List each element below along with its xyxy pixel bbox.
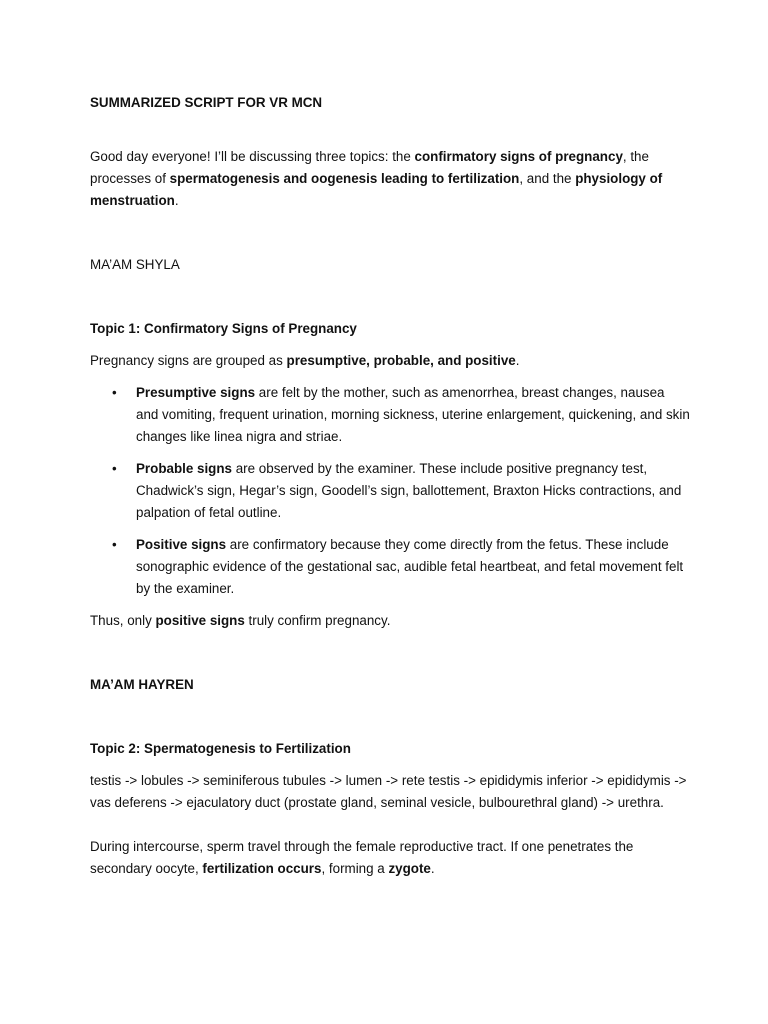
topic-1-heading: Topic 1: Confirmatory Signs of Pregnancy [90,321,357,336]
closing-text-2: truly confirm pregnancy. [244,613,391,628]
list-item [90,458,690,524]
bullet-icon: • [112,537,117,552]
document-title: SUMMARIZED SCRIPT FOR VR MCN [90,95,323,110]
list-item-text: are confirmatory because they come directly from the fetus. These include sonographic evidence of the gestational sac, audible fetal heartbeat, and fetal movement felt by the examiner. [136,537,684,596]
intro-paragraph [90,146,690,212]
fert-text-2: , forming a [321,861,389,876]
intro-bold-3: physiology of menstruation [90,171,663,208]
pregnancy-signs-list [90,382,690,600]
list-item-bold: Probable signs [136,461,232,476]
fert-bold-1: fertilization occurs [202,861,322,876]
intro-bold-1: confirmatory signs of pregnancy [414,149,623,164]
fert-bold-2: zygote [388,861,431,876]
topic-1-closing [90,610,690,632]
list-item-text: are observed by the examiner. These include positive pregnancy test, Chadwick’s sign, Hegar’s sign, Goodell’s sign, ballottement, Braxton Hicks contractions, and palpation of fetal outline. [136,461,682,520]
bullet-icon: • [112,385,117,400]
topic-1-lead [90,350,690,372]
list-item [90,382,690,448]
list-item [90,534,690,600]
speaker-shyla: MA’AM SHYLA [90,257,180,272]
sperm-pathway-paragraph: testis -> lobules -> seminiferous tubules -> lumen -> rete testis -> epididymis inferior -> epididymis -> vas deferens -> ejaculatory duct (prostate gland, seminal vesicle, bulbourethral gland) -> urethra. [90,773,687,810]
list-item-bold: Presumptive signs [136,385,256,400]
intro-text-2: , the processes of [90,149,649,186]
bullet-icon: • [112,461,117,476]
lead-text-2: . [515,353,520,368]
speaker-hayren: MA’AM HAYREN [90,677,194,692]
document-page [90,92,690,880]
intro-bold-2: spermatogenesis and oogenesis leading to fertilization [169,171,520,186]
fertilization-paragraph [90,836,690,880]
intro-text-1: Good day everyone! I’ll be discussing three topics: the [90,149,415,164]
intro-text-3: , and the [519,171,576,186]
list-item-bold: Positive signs [136,537,227,552]
lead-bold-1: presumptive, probable, and positive [286,353,516,368]
closing-text-1: Thus, only [90,613,156,628]
topic-2-heading: Topic 2: Spermatogenesis to Fertilization [90,741,351,756]
list-item-text: are felt by the mother, such as amenorrhea, breast changes, nausea and vomiting, frequent urination, morning sickness, uterine enlargement, quickening, and skin changes like linea nigra and striae. [136,385,690,444]
closing-bold-1: positive signs [155,613,245,628]
fert-text-3: . [430,861,435,876]
fert-text-1: During intercourse, sperm travel through the female reproductive tract. If one penetrates the secondary oocyte, [90,839,634,876]
lead-text-1: Pregnancy signs are grouped as [90,353,287,368]
intro-text-4: . [174,193,179,208]
